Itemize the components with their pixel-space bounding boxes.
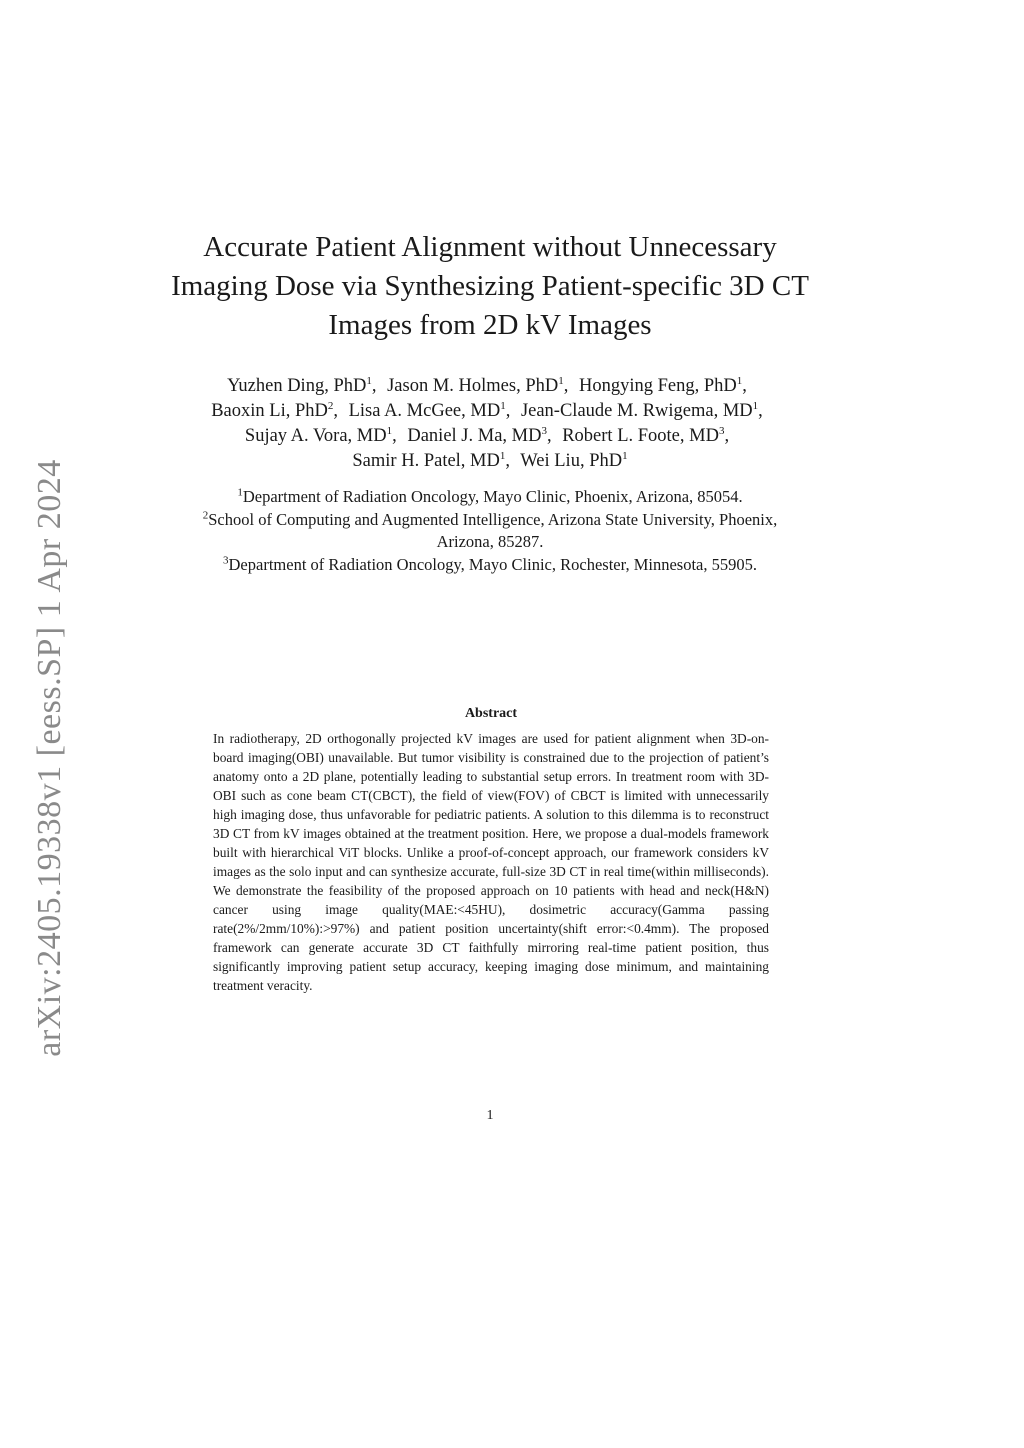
author-entry: Sujay A. Vora, $MD^1$, [244,424,397,446]
affiliation-number: 1 [237,486,243,499]
affiliation-marker: 3 [541,424,547,437]
affiliation [180,554,800,577]
abstract-heading: Abstract [464,706,518,721]
affiliation-text: School of Computing and Augmented Intelligence, Arizona State University, Phoenix, Arizona, 85287. [208,509,778,551]
author-entry: Jason M. Holmes, PhD$^1$, [387,374,569,396]
affiliation-marker: 1 [366,374,372,387]
affiliation [180,486,800,509]
author-name: Robert L. Foote, MD [562,426,719,446]
page-number: 1 [486,1108,494,1123]
author-entry: Yuzhen Ding, PhD$^1$, [227,374,377,396]
affiliation-text: Department of Radiation Oncology, Mayo Clinic, Phoenix, Arizona, 85054. [242,487,743,506]
author-entry: Hongying Feng, PhD$^1$, [579,374,747,396]
affiliation [180,509,800,554]
author-entry: Samir H. Patel, $MD^1$, [352,449,510,471]
author-entry: Robert L. Foote, $MD^3$, [562,424,730,446]
author-name: Sujay A. Vora, MD [244,426,387,446]
affiliation-number: 2 [202,509,209,521]
author-name: Baoxin Li, PhD [211,401,328,421]
author-name: Jason M. Holmes, PhD [387,376,559,396]
affiliation-marker: 1 [500,399,506,412]
affiliation-marker: 3 [718,424,725,437]
affiliation-number: 3 [223,554,229,566]
affiliation-marker: 1 [622,449,628,462]
abstract-text: In radiotherapy, 2D orthogonally projected kV images are used for patient alignment when 3D-on-board imaging(OBI) unavailable. But tumor visibility is constrained due to the projection of patient’s anatomy onto a 2D plane, potentially leading to substantial setup errors. In treatment room with 3D-OBI such as cone beam CT(CBCT), the field of view(FOV) of CBCT is limited with unnecessarily high imaging dose, thus unfavorable for pediatric patients. A solution to this dilemma is to reconstruct 3D CT from kV images obtained at the treatment position. Here, we propose a dual-models framework built with hierarchical ViT blocks. Unlike a proof-of-concept approach, our framework considers kV images as the solo input and can synthesize accurate, full-size 3D CT in real time(within milliseconds). We demonstrate the feasibility of the proposed approach on 10 patients with head and neck(H&N) cancer using image quality(MAE:<45HU), dosimetric accuracy(Gamma passing rate(2%/2mm/10%):>97%) and patient position uncertainty(shift error:<0.4mm). The proposed framework can generate accurate 3D CT faithfully mirroring real-time patient position, thus significantly improving patient setup accuracy, keeping imaging dose minimum, and maintaining treatment veracity. [213,731,769,993]
author-name: Daniel J. Ma, MD [407,426,542,446]
author-entry: Daniel J. Ma, $MD^3$, [407,424,552,446]
author-name: Jean-Claude M. Rwigema, MD [520,401,753,421]
author-entry [520,451,627,471]
affiliation-text: Department of Radiation Oncology, Mayo Clinic, Rochester, Minnesota, 55905. [228,554,757,574]
author-name: Wei Liu, PhD [520,451,623,471]
affiliation-marker: 1 [558,374,564,387]
affiliation-marker: 2 [327,399,334,412]
arxiv-identifier-stamp: arXiv:2405.19338v1 [eess.SP] 1 Apr 2024 [31,459,68,1057]
author-list [180,374,800,474]
author-entry: Jean-Claude M. Rwigema, $MD^1$, [520,399,763,421]
author-name: Lisa A. McGee, MD [348,401,501,421]
author-name: Hongying Feng, PhD [579,376,737,396]
author-entry: Baoxin Li, PhD$^2$, [211,399,338,421]
author-name: Samir H. Patel, MD [352,451,500,471]
affiliation-marker: 1 [736,374,743,387]
author-name: Yuzhen Ding, PhD [227,376,367,396]
author-entry: Lisa A. McGee, $MD^1$, [348,399,511,421]
affiliation-list [180,486,800,576]
paper-title: Accurate Patient Alignment without Unnecessary Imaging Dose via Synthesizing Patient-specific 3D CT Images from 2D kV Images [171,231,809,341]
affiliation-marker: 1 [386,424,393,437]
affiliation-marker: 1 [752,399,759,412]
affiliation-marker: 1 [499,449,506,462]
